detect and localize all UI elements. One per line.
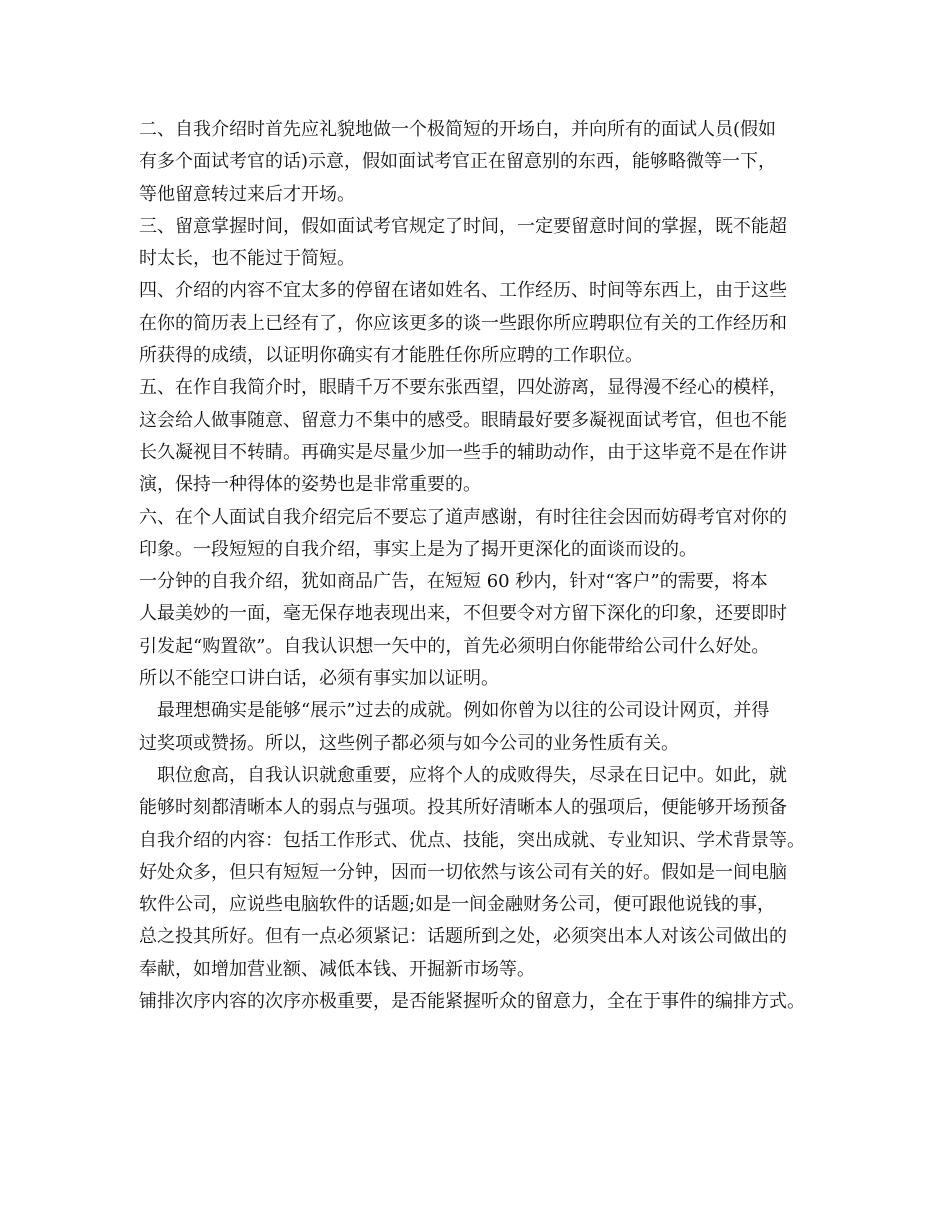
text-line: 一分钟的自我介绍，犹如商品广告，在短短 60 秒内，针对“客户”的需要，将本 <box>139 571 768 593</box>
text-line: 过奖项或赞扬。所以，这些例子都必须与如今公司的业务性质有关。 <box>139 732 679 754</box>
text-line: 四、介绍的内容不宜太多的停留在诸如姓名、工作经历、时间等东西上，由于这些 <box>139 280 787 302</box>
text-line: 长久凝视目不转睛。再确实是尽量少加一些手的辅助动作，由于这毕竟不是在作讲 <box>139 441 787 463</box>
text-line: 这会给人做事随意、留意力不集中的感受。眼睛最好要多凝视面试考官，但也不能 <box>139 409 787 431</box>
text-line: 在你的简历表上已经有了，你应该更多的谈一些跟你所应聘职位有关的工作经历和 <box>139 312 787 334</box>
text-line: 等他留意转过来后才开场。 <box>139 183 355 205</box>
text-line: 自我介绍的内容：包括工作形式、优点、技能，突出成就、专业知识、学术背景等。 <box>139 829 805 851</box>
text-line: 六、在个人面试自我介绍完后不要忘了道声感谢，有时往往会因而妨碍考官对你的 <box>139 506 787 528</box>
text-line: 职位愈高，自我认识就愈重要，应将个人的成败得失，尽录在日记中。如此，就 <box>157 764 787 786</box>
text-line: 引发起“购置欲”。自我认识想一矢中的，首先必须明白你能带给公司什么好处。 <box>139 635 770 657</box>
text-line: 三、留意掌握时间，假如面试考官规定了时间，一定要留意时间的掌握，既不能超 <box>139 215 787 237</box>
text-line: 所获得的成绩，以证明你确实有才能胜任你所应聘的工作职位。 <box>139 345 643 367</box>
text-line: 所以不能空口讲白话，必须有事实加以证明。 <box>139 668 499 690</box>
text-line: 总之投其所好。但有一点必须紧记：话题所到之处，必须突出本人对该公司做出的 <box>139 926 787 948</box>
text-line: 演，保持一种得体的姿势也是非常重要的。 <box>139 474 481 496</box>
text-line: 二、自我介绍时首先应礼貌地做一个极简短的开场白，并向所有的面试人员(假如 <box>139 119 777 140</box>
text-line: 时太长，也不能过于简短。 <box>139 248 355 270</box>
body-text <box>139 114 829 1018</box>
text-line: 铺排次序内容的次序亦极重要，是否能紧握听众的留意力，全在于事件的编排方式。 <box>139 991 805 1013</box>
text-line: 奉献，如增加营业额、减低本钱、开掘新市场等。 <box>139 958 535 980</box>
text-line: 印象。一段短短的自我介绍，事实上是为了揭开更深化的面谈而设的。 <box>139 538 697 560</box>
text-line: 软件公司，应说些电脑软件的话题;如是一间金融财务公司，便可跟他说钱的事， <box>139 894 776 916</box>
text-line: 人最美妙的一面，毫无保存地表现出来，不但要令对方留下深化的印象，还要即时 <box>139 603 787 625</box>
text-line: 五、在作自我简介时，眼睛千万不要东张西望，四处游离，显得漫不经心的模样， <box>139 377 787 399</box>
text-line: 最理想确实是能够“展示”过去的成就。例如你曾为以往的公司设计网页，并得 <box>157 700 770 722</box>
text-line: 有多个面试考官的话)示意，假如面试考官正在留意别的东西，能够略微等一下， <box>139 151 777 173</box>
text-line: 好处众多，但只有短短一分钟，因而一切依然与该公司有关的好。假如是一间电脑 <box>139 861 787 883</box>
text-line: 能够时刻都清晰本人的弱点与强项。投其所好清晰本人的强项后，便能够开场预备 <box>139 797 787 819</box>
